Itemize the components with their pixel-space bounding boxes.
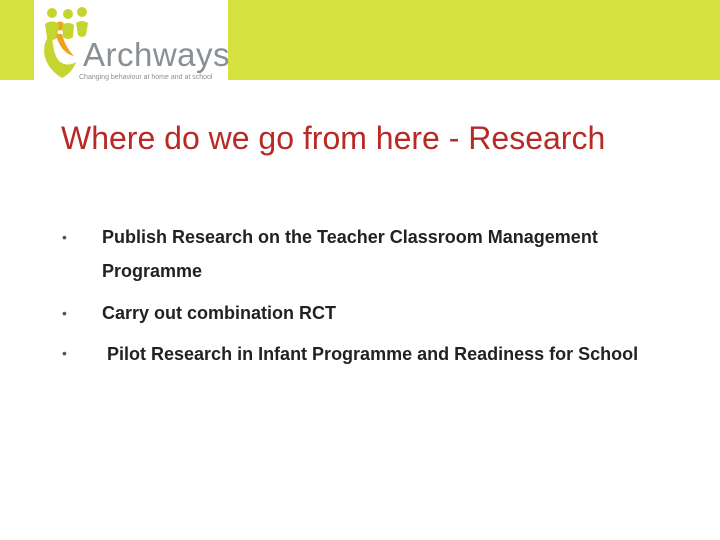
archways-logo bbox=[34, 0, 231, 86]
bullet-marker: • bbox=[62, 305, 67, 321]
logo-name: Archways bbox=[83, 36, 231, 73]
bullet-text: Publish Research on the Teacher Classroom Management Programme bbox=[102, 227, 598, 281]
bullet-marker: • bbox=[62, 345, 67, 361]
bullet-text: Carry out combination RCT bbox=[102, 303, 337, 323]
slide-title: Where do we go from here - Research bbox=[61, 120, 606, 156]
bullet-marker: • bbox=[62, 229, 67, 245]
bullet-text: Pilot Research in Infant Programme and Readiness for School bbox=[102, 344, 639, 364]
logo-tagline: Changing behaviour at home and at school bbox=[79, 74, 213, 81]
